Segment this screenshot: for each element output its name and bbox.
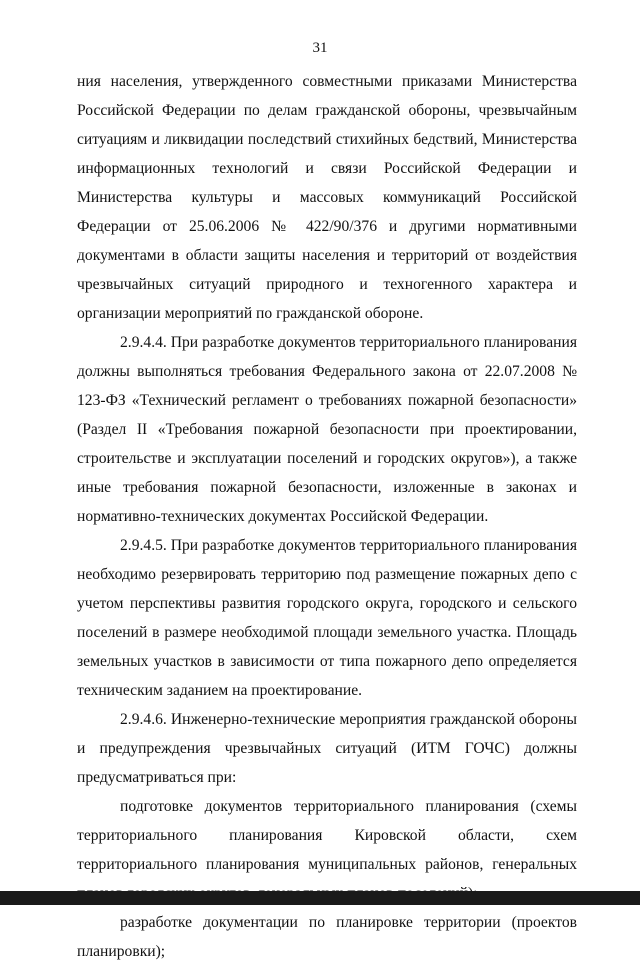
paragraph-2-9-4-5: 2.9.4.5. При разработке документов территориального планирования необходимо резервировать территорию под размещение пожарных депо с учетом перспективы развития городского округа, городского и сельского поселений в размере необходимой площади земельного участка. Площадь земельных участков в зависимости от типа пожарного депо определяется техническим заданием на проектирование. — [77, 537, 577, 699]
document-body — [77, 67, 577, 966]
paragraph-continuation: ния населения, утвержденного совместными приказами Министерства Российской Федерации по делам гражданской обороны, чрезвычайным ситуациям и ликвидации последствий стихийных бедствий, Министерства информационных технологий и связи Российской Федерации и Министерства культуры и массовых коммуникаций Российской Федерации от 25.06.2006 № 422/90/376 и другими нормативными документами в области защиты населения и территорий от воздействия чрезвычайных ситуаций природного и техногенного характера и организации мероприятий по гражданской обороне. — [77, 73, 577, 322]
list-item: разработке документации по планировке территории (проектов планировки); — [77, 914, 577, 960]
scan-edge-bar — [0, 891, 640, 905]
list-item: подготовке документов территориального планирования (схемы территориального планирования Кировской области, схем территориального планирования муниципальных районов, генеральных — [77, 798, 577, 873]
paragraph-2-9-4-4: 2.9.4.4. При разработке документов территориального планирования должны выполняться требования Федерального закона от 22.07.2008 № 123-ФЗ «Технический регламент о требованиях пожарной безопасности» (Раздел II «Требования пожарной безопасности при проектировании, строительстве и эксплуатации поселений и городских округов»), а также иные требования пожарной безопасности, изложенные в законах и нормативно-технических документах Российской Федерации. — [77, 334, 577, 525]
page-number: 31 — [312, 40, 328, 56]
paragraph-2-9-4-6: 2.9.4.6. Инженерно-технические мероприятия гражданской обороны и предупреждения чрезвычайных ситуаций (ИТМ ГОЧС) должны предусматриваться при: — [77, 711, 577, 786]
